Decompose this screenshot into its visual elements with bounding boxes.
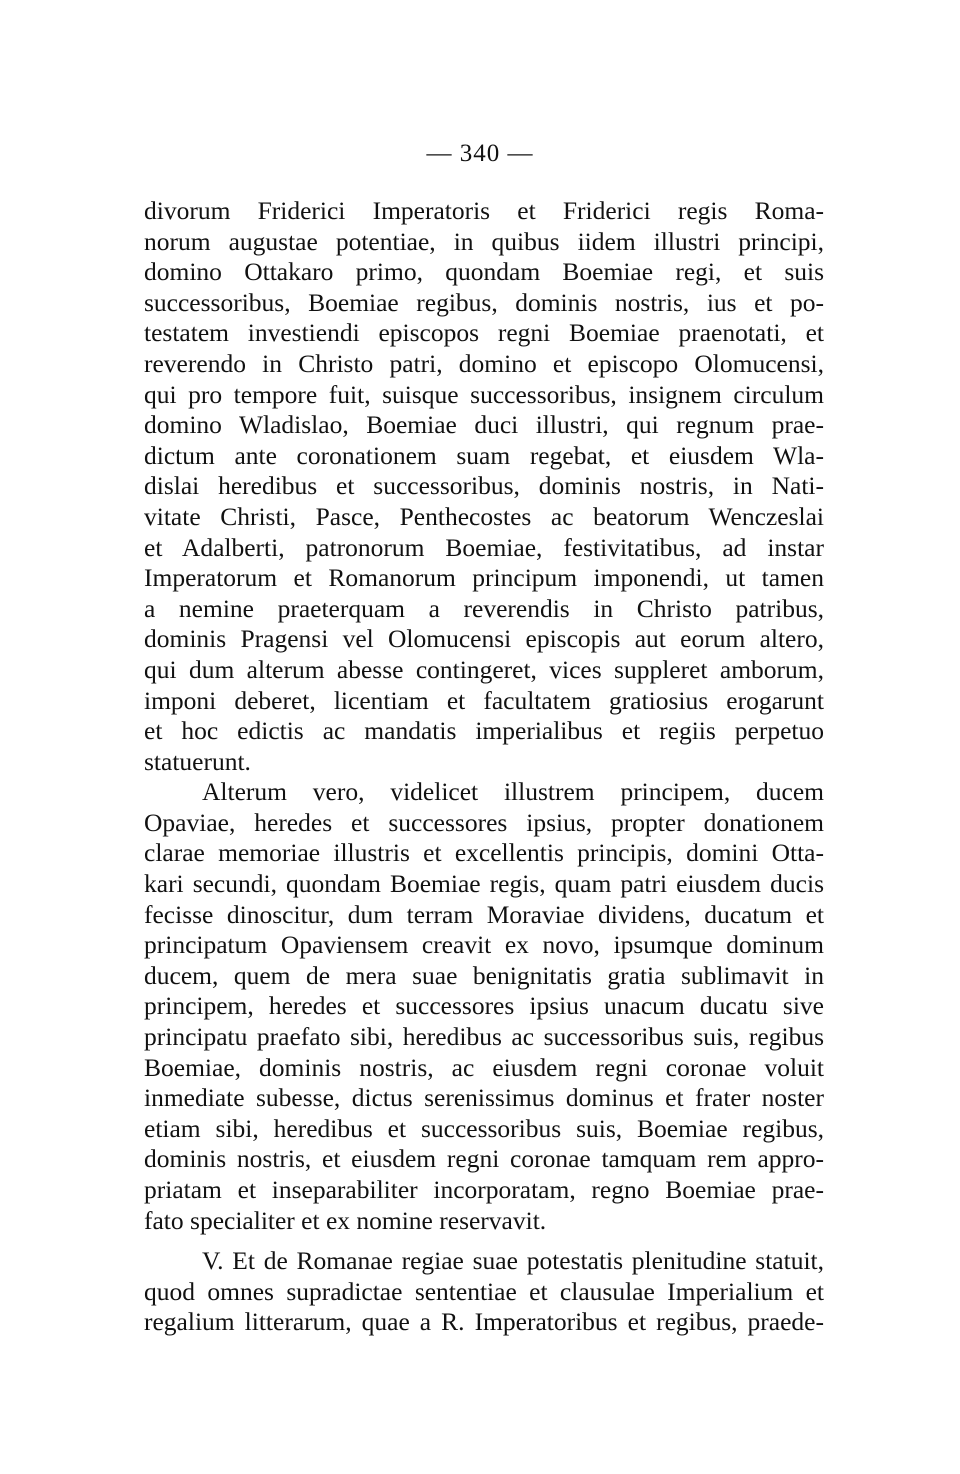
text-line: Opaviae, heredes et successores ipsius, propter donationem bbox=[144, 807, 824, 837]
text-line: norum augustae potentiae, in quibus iidem illustri principi, bbox=[144, 226, 824, 256]
text-line: principatum Opaviensem creavit ex novo, ipsumque dominum bbox=[144, 930, 824, 960]
text-line: dominis Pragensi vel Olomucensi episcopis aut eorum altero, bbox=[144, 624, 824, 654]
text-line: principatu praefato sibi, heredibus ac successoribus suis, regibus bbox=[144, 1022, 824, 1052]
paragraph-gap bbox=[144, 1236, 824, 1246]
text-line: V. Et de Romanae regiae suae potestatis plenitudine statuit, bbox=[202, 1246, 824, 1276]
text-line: successoribus, Boemiae regibus, dominis nostris, ius et po- bbox=[144, 287, 824, 317]
text-line: qui dum alterum abesse contingeret, vices suppleret amborum, bbox=[144, 654, 824, 684]
text-line: clarae memoriae illustris et excellentis principis, domini Otta- bbox=[144, 838, 824, 868]
text-line: quod omnes supradictae sententiae et clausulae Imperialium et bbox=[144, 1276, 824, 1306]
text-line: Imperatorum et Romanorum principum imponendi, ut tamen bbox=[144, 563, 824, 593]
text-line: testatem investiendi episcopos regni Boemiae praenotati, et bbox=[144, 318, 824, 348]
text-line: principem, heredes et successores ipsius unacum ducatu sive bbox=[144, 991, 824, 1021]
text-line: etiam sibi, heredibus et successoribus suis, Boemiae regibus, bbox=[144, 1113, 824, 1143]
text-line: domino Wladislao, Boemiae duci illustri, qui regnum prae- bbox=[144, 410, 824, 440]
text-line: dominis nostris, et eiusdem regni coronae tamquam rem appro- bbox=[144, 1144, 824, 1174]
text-line: qui pro tempore fuit, suisque successoribus, insignem circulum bbox=[144, 379, 824, 409]
text-line: inmediate subesse, dictus serenissimus dominus et frater noster bbox=[144, 1083, 824, 1113]
text-line: kari secundi, quondam Boemiae regis, quam patri eiusdem ducis bbox=[144, 869, 824, 899]
text-line: reverendo in Christo patri, domino et episcopo Olomucensi, bbox=[144, 348, 824, 378]
text-line: priatam et inseparabiliter incorporatam, regno Boemiae prae- bbox=[144, 1175, 824, 1204]
text-line: domino Ottakaro primo, quondam Boemiae regi, et suis bbox=[144, 257, 824, 287]
text-line: regalium litterarum, quae a R. Imperatoribus et regibus, praede- bbox=[144, 1307, 824, 1337]
text-line: Alterum vero, videlicet illustrem principem, ducem bbox=[202, 777, 824, 807]
text-line: ducem, quem de mera suae benignitatis gratia sublimavit in bbox=[144, 960, 824, 990]
text-line: imponi deberet, licentiam et facultatem gratiosius erogarunt bbox=[144, 685, 824, 715]
text-line: et hoc edictis ac mandatis imperialibus et regiis perpetuo bbox=[144, 716, 824, 746]
text-line: divorum Friderici Imperatoris et Friderici regis Roma- bbox=[144, 196, 824, 225]
page-number: — 340 — bbox=[426, 140, 534, 167]
text-line: dislai heredibus et successoribus, dominis nostris, in Nati- bbox=[144, 471, 824, 501]
text-line: Boemiae, dominis nostris, ac eiusdem regni coronae voluit bbox=[144, 1052, 824, 1082]
body-text bbox=[144, 196, 824, 1338]
text-line: fato specialiter et ex nomine reservavit. bbox=[144, 1205, 547, 1235]
text-line: et Adalberti, patronorum Boemiae, festivitatibus, ad instar bbox=[144, 532, 824, 562]
text-line: fecisse dinoscitur, dum terram Moraviae dividens, ducatum et bbox=[144, 899, 824, 929]
text-line: vitate Christi, Pasce, Penthecostes ac beatorum Wenczeslai bbox=[144, 501, 824, 531]
text-line: statuerunt. bbox=[144, 746, 251, 776]
text-line: a nemine praeterquam a reverendis in Christo patribus, bbox=[144, 593, 824, 623]
text-line: dictum ante coronationem suam regebat, et eiusdem Wla- bbox=[144, 440, 824, 470]
